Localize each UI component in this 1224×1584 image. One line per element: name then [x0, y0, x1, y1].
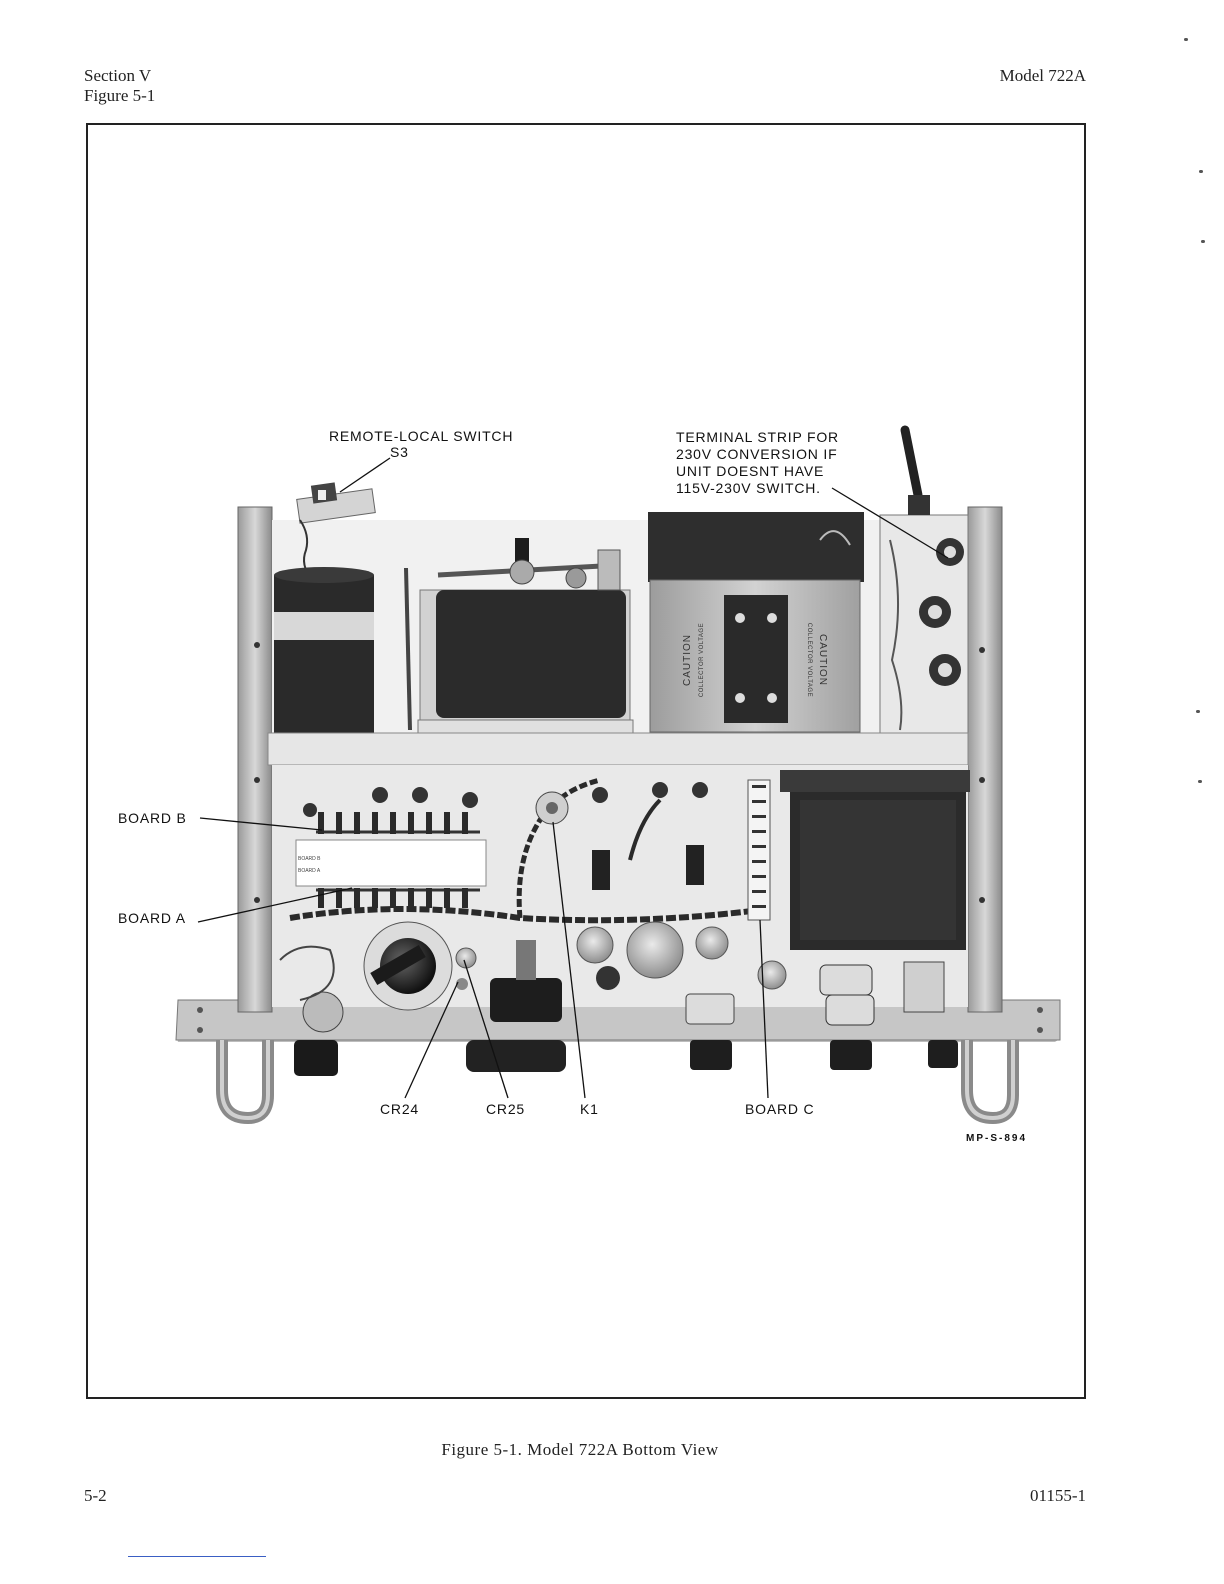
s3-callout: S3	[390, 444, 409, 460]
board-b-silkscreen: BOARD B	[298, 856, 321, 862]
section-label: Section V	[84, 66, 152, 85]
cr24-callout: CR24	[380, 1101, 419, 1117]
scan-speck	[1196, 710, 1200, 713]
document-number: 01155-1	[1029, 1486, 1086, 1505]
board-a-silkscreen: BOARD A	[298, 868, 321, 874]
page-number: 5-2	[84, 1486, 107, 1505]
board-c-callout: BOARD C	[745, 1101, 815, 1117]
scan-speck	[1198, 780, 1202, 783]
figure-ref-label: Figure 5-1	[84, 86, 156, 105]
model-label: Model 722A	[999, 66, 1086, 85]
scan-speck	[1199, 170, 1203, 173]
terminal-strip-callout: TERMINAL STRIP FOR 230V CONVERSION IF UNIT DOESNT HAVE 115V-230V SWITCH.	[676, 429, 839, 496]
collector-voltage-label-left: COLLECTOR VOLTAGE	[699, 622, 705, 698]
k1-callout: K1	[580, 1101, 599, 1117]
figure-caption: Figure 5-1. Model 722A Bottom View	[441, 1440, 719, 1459]
scan-speck	[1184, 38, 1188, 41]
cr25-callout: CR25	[486, 1101, 525, 1117]
caution-label-left: CAUTION	[682, 634, 693, 686]
photo-id-label: MP-S-894	[966, 1133, 1028, 1144]
board-a-callout: BOARD A	[118, 910, 186, 926]
board-b-callout: BOARD B	[118, 810, 187, 826]
scan-speck	[1201, 240, 1205, 243]
collector-voltage-label-right: COLLECTOR VOLTAGE	[806, 622, 812, 698]
remote-local-switch-callout: REMOTE-LOCAL SWITCH	[329, 428, 514, 444]
caution-label-right: CAUTION	[817, 634, 828, 686]
footnote-rule	[128, 1556, 266, 1557]
